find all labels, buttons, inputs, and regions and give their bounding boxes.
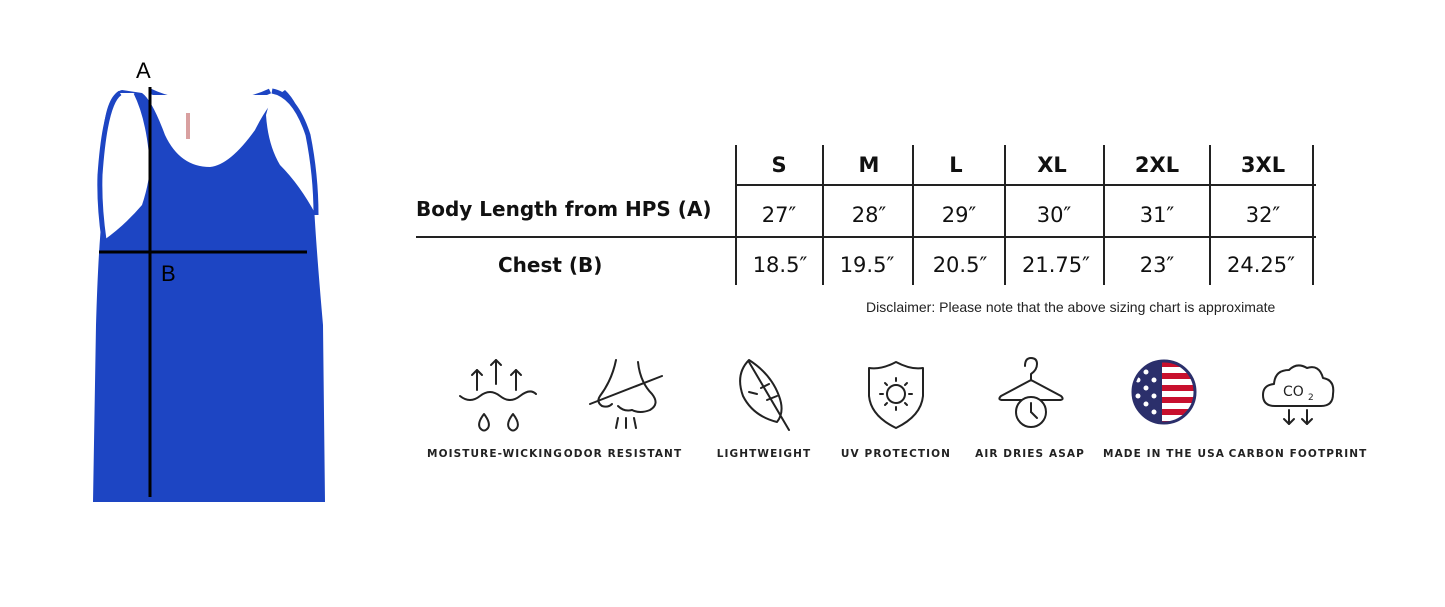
feature-label-made-in-usa: MADE IN THE USA [1103,448,1225,460]
us-flag-icon [1119,352,1209,438]
uv-shield-icon [851,352,941,438]
row-label-body-length: Body Length from HPS (A) [416,197,712,221]
size-chart-table [416,145,1316,285]
feature-carbon-footprint [1228,352,1368,472]
size-header-m: M [858,153,880,177]
size-header-xl: XL [1037,153,1067,177]
body-length-2xl: 31″ [1139,203,1175,227]
chest-2xl: 23″ [1139,253,1175,277]
feature-uv-protection [826,352,966,472]
label-a: A [136,58,151,83]
moisture-wicking-icon [450,352,540,438]
body-length-xl: 30″ [1036,203,1072,227]
svg-text:2: 2 [1308,393,1314,403]
svg-text:CO: CO [1283,384,1304,400]
feature-label-air-dries: AIR DRIES ASAP [975,448,1085,460]
feature-lightweight [694,352,834,472]
feature-moisture-wicking [425,352,565,472]
feature-made-in-usa [1094,352,1234,472]
chest-m: 19.5″ [839,253,895,277]
odor-resistant-icon [578,352,668,438]
tank-top-diagram [80,55,350,515]
co2-cloud-icon [1253,352,1343,438]
feature-label-odor-resistant: ODOR RESISTANT [563,448,683,460]
body-length-3xl: 32″ [1245,203,1281,227]
hanger-clock-icon [985,352,1075,438]
body-length-l: 29″ [941,203,977,227]
disclaimer-text: Disclaimer: Please note that the above sizing chart is approximate [866,299,1276,315]
body-length-s: 27″ [761,203,797,227]
chest-3xl: 24.25″ [1227,253,1295,277]
feature-label-carbon-footprint: CARBON FOOTPRINT [1228,448,1368,460]
size-header-2xl: 2XL [1134,153,1180,177]
tag-mark [186,113,190,139]
size-header-3xl: 3XL [1240,153,1286,177]
feature-odor-resistant [553,352,693,472]
feature-label-moisture-wicking: MOISTURE-WICKING [427,448,563,460]
row-label-chest: Chest (B) [498,253,603,277]
chest-s: 18.5″ [752,253,808,277]
chest-xl: 21.75″ [1022,253,1090,277]
label-b: B [161,261,176,286]
size-header-s: S [771,153,787,177]
feature-icons-row [428,352,1368,472]
size-header-l: L [949,153,963,177]
body-length-m: 28″ [851,203,887,227]
feature-icon [719,352,809,438]
feature-air-dries [960,352,1100,472]
feature-label-lightweight: LIGHTWEIGHT [716,448,812,460]
chest-l: 20.5″ [932,253,988,277]
feature-label-uv-protection: UV PROTECTION [840,448,952,460]
